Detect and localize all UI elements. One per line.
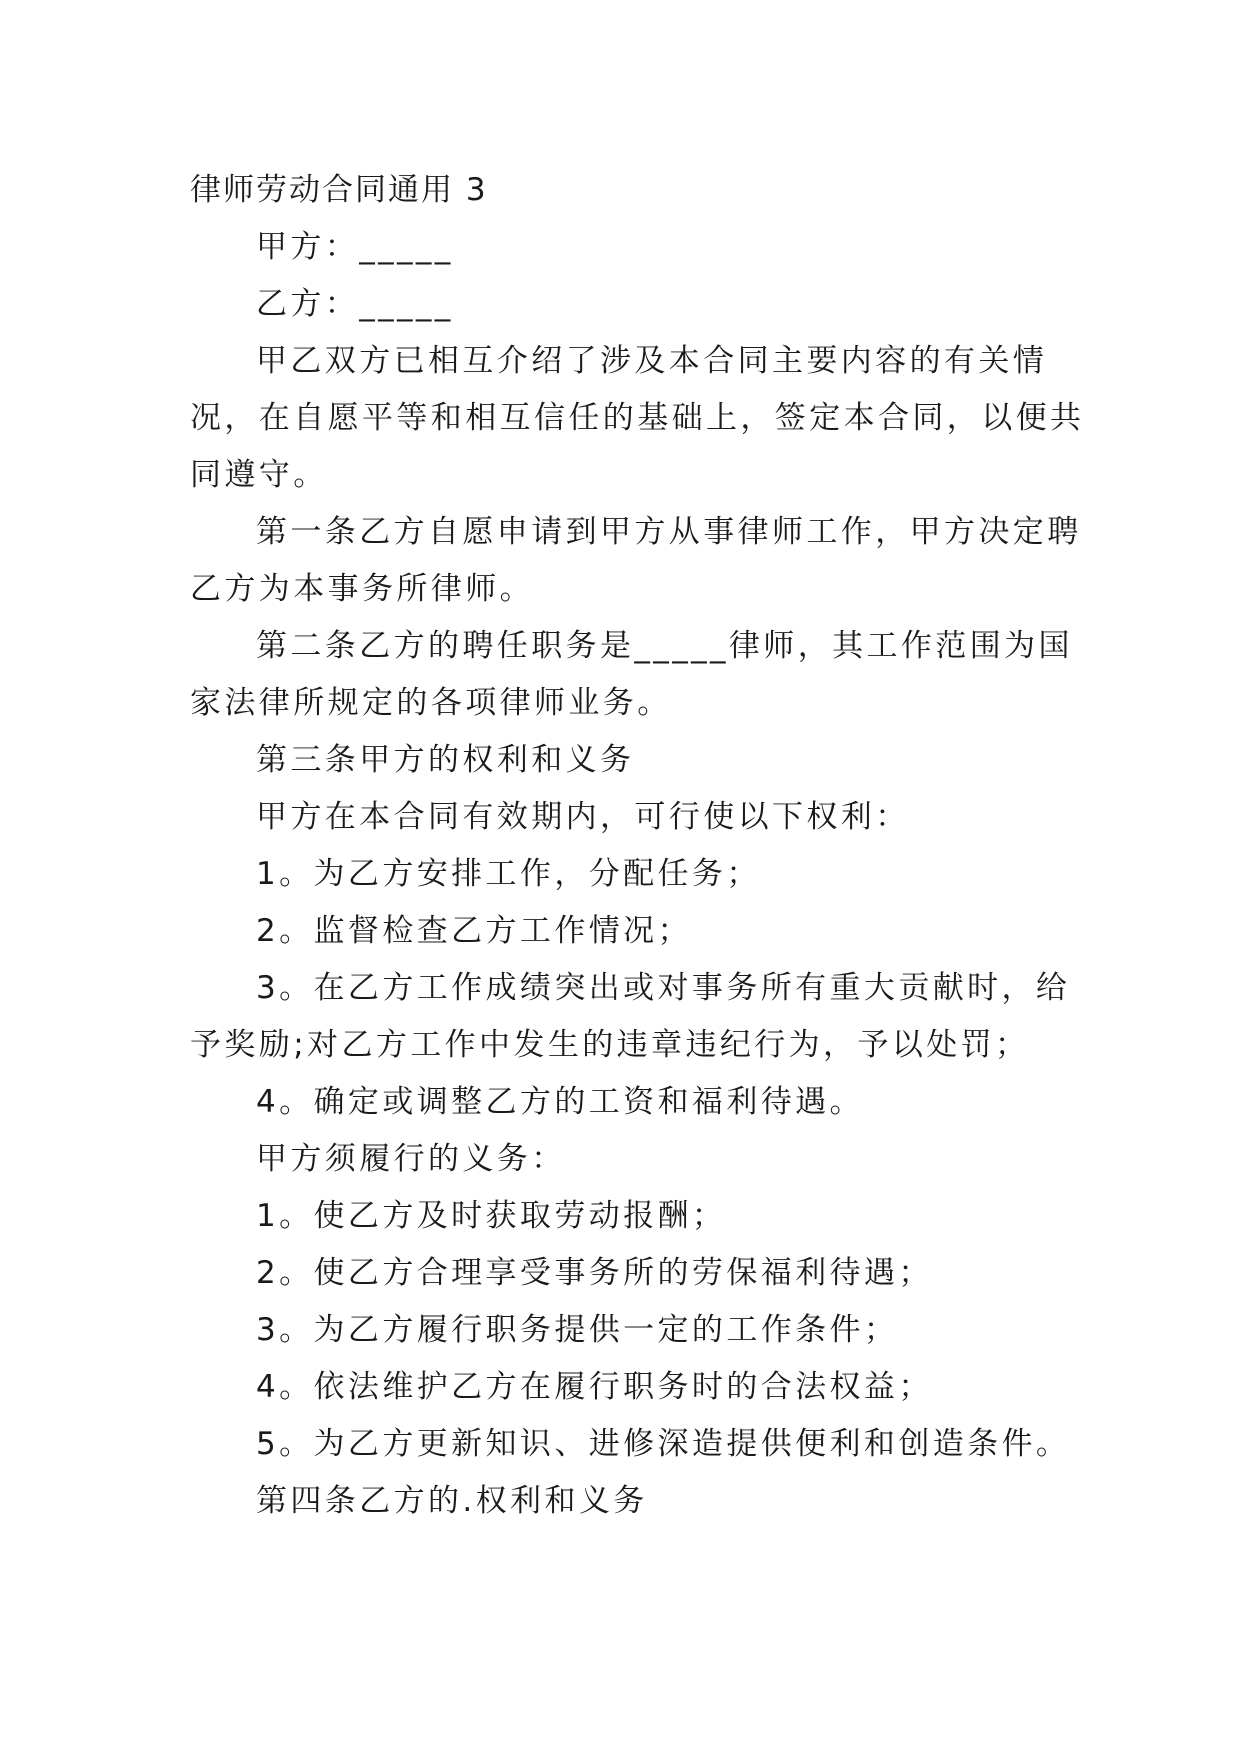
party-a-blank: _____ bbox=[359, 229, 454, 265]
document-title: 律师劳动合同通用 3 bbox=[190, 172, 488, 208]
article3-heading: 第三条甲方的权利和义务 bbox=[256, 742, 635, 778]
party-b-line bbox=[190, 276, 1050, 333]
party-a-line bbox=[190, 219, 1050, 276]
duties-item: 5。为乙方更新知识、进修深造提供便利和创造条件。 bbox=[256, 1426, 1071, 1462]
rights-item: 2。监督检查乙方工作情况； bbox=[256, 913, 692, 949]
duties-item: 1。使乙方及时获取劳动报酬； bbox=[256, 1198, 727, 1234]
duties-item: 4。依法维护乙方在履行职务时的合法权益； bbox=[256, 1369, 933, 1405]
document-page bbox=[190, 162, 1085, 1530]
article1-line: 第一条乙方自愿申请到甲方从事律师工作，甲方决定聘 bbox=[256, 514, 1082, 550]
intro-line: 况，在自愿平等和相互信任的基础上，签定本合同，以便共 bbox=[190, 400, 1085, 436]
party-b-label: 乙方： bbox=[256, 286, 360, 322]
party-a-label: 甲方： bbox=[256, 229, 360, 265]
duties-intro: 甲方须履行的义务： bbox=[256, 1141, 566, 1177]
article1-line: 乙方为本事务所律师。 bbox=[190, 571, 534, 607]
article4-heading: 第四条乙方的.权利和义务 bbox=[256, 1483, 648, 1519]
rights-item: 3。在乙方工作成绩突出或对事务所有重大贡献时，给 bbox=[256, 970, 1071, 1006]
duties-item: 3。为乙方履行职务提供一定的工作条件； bbox=[256, 1312, 899, 1348]
intro-line: 甲乙双方已相互介绍了涉及本合同主要内容的有关情 bbox=[256, 343, 1048, 379]
rights-intro: 甲方在本合同有效期内，可行使以下权利： bbox=[256, 799, 910, 835]
duties-item: 2。使乙方合理享受事务所的劳保福利待遇； bbox=[256, 1255, 933, 1291]
rights-item-continued: 予奖励;对乙方工作中发生的违章违纪行为，予以处罚； bbox=[190, 1027, 1030, 1063]
article2-line: 家法律所规定的各项律师业务。 bbox=[190, 685, 672, 721]
intro-line: 同遵守。 bbox=[190, 457, 328, 493]
rights-item: 1。为乙方安排工作，分配任务； bbox=[256, 856, 761, 892]
article2-line: 第二条乙方的聘任职务是_____律师，其工作范围为国 bbox=[256, 628, 1073, 664]
rights-item: 4。确定或调整乙方的工资和福利待遇。 bbox=[256, 1084, 864, 1120]
party-b-blank: _____ bbox=[359, 286, 454, 322]
